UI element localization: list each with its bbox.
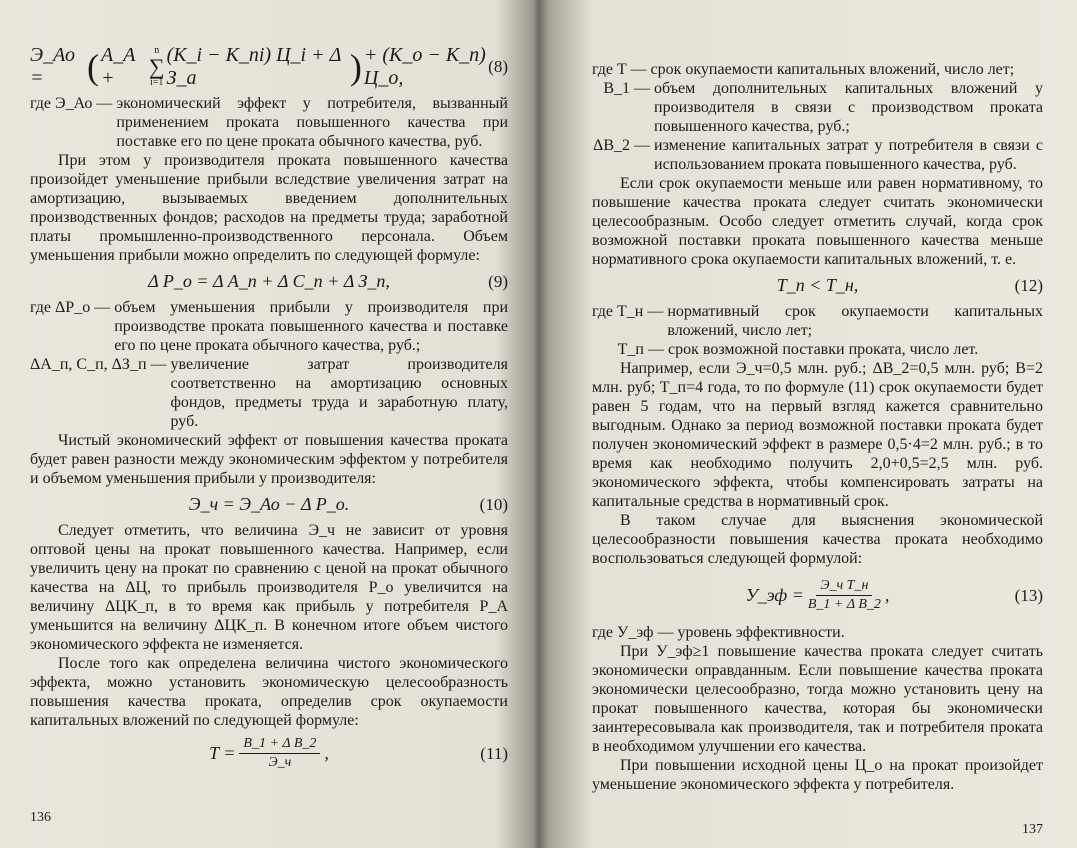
sigma-glyph: ∑ — [148, 54, 165, 79]
where-9b — [30, 355, 508, 431]
eq11-fraction — [239, 736, 320, 771]
where-9b-term: ΔА_п, С_п, ΔЗ_п — — [30, 356, 167, 373]
where-9a-def: объем уменьшения прибыли у производителя при производстве проката повышенного качества и поставке его по цене проката обычного качества, руб.; — [114, 299, 508, 354]
eq8-open: А_А + — [101, 44, 136, 89]
where-13-term: где У_эф — — [592, 624, 674, 641]
eq8-close-paren: ) — [349, 47, 362, 87]
where-12b — [592, 340, 1043, 359]
equation-10 — [30, 494, 508, 515]
paragraph-2: Чистый экономический эффект от повышения качества проката будет равен разности между экономическим эффектом у потребителя и объемом уменьшения прибыли у производителя: — [30, 432, 508, 487]
eq8-tail: + (К_о − К_п) Ц_о, — [363, 44, 486, 89]
equation-12 — [592, 275, 1043, 296]
sum-bottom: i=1 — [150, 77, 164, 88]
where-12a-term: где T_н — — [592, 303, 664, 320]
paragraph-1: При этом у производителя проката повышенного качества произойдет уменьшение прибыли вследствие увеличения затрат на амортизацию, вызываемых введением дополнительных производственных фондов; расходов на предметы труда; заработной платы промышленно-производственного персонала. Объем уменьшения прибыли можно определить по следующей формуле: — [30, 152, 508, 264]
paragraph-r4: При У_эф≥1 повышение качества проката следует считать экономически оправданным. Если повышение качества проката экономически целесообразно, тогда можно установить цену на прокат повышенного качества, которая бы экономически заинтересовывала как производителя, так и потребителя проката в необходимом улучшении его качества. — [592, 643, 1043, 755]
page-number-left: 136 — [30, 810, 51, 825]
where-11b-term: B_1 — — [603, 80, 650, 97]
paragraph-r3: В таком случае для выяснения экономической целесообразности повышения качества проката необходимо воспользоваться следующей формулой: — [592, 512, 1043, 567]
where-11a-def: срок окупаемости капитальных вложений, число лет; — [650, 61, 1015, 78]
equation-11 — [30, 736, 508, 771]
eq11-number: (11) — [480, 743, 508, 763]
where-12a — [592, 302, 1043, 340]
eq8-open-paren: ( — [87, 47, 100, 87]
eq13-fraction — [808, 578, 881, 613]
paragraph-r2: Например, если Э_ч=0,5 млн. руб.; ΔB_2=0,5 млн. руб; B=2 млн. руб; T_п=4 года, то по формуле (11) срок окупаемости будет равен 5 годам, что на первый взгляд кажется сравнительно выгодным. Однако за период возможной поставки проката будет получен экономический эффект в размере 0,5·4=2 млн. руб.; в то время как необходимо получить 2,0+0,5=2,5 млн. руб. экономического эффекта, чтобы компенсировать затраты на капитальные средства в нормативный срок. — [592, 360, 1043, 510]
where-12a-def: нормативный срок окупаемости капитальных вложений, число лет; — [667, 303, 1043, 339]
paragraph-r1: Если срок окупаемости меньше или равен нормативному, то повышение качества проката следует считать экономически целесообразным. Особо следует отметить случай, когда срок возможной поставки проката повышенного качества меньше нормативного срока окупаемости капитальных вложений, т. е. — [592, 175, 1043, 268]
eq13-numerator: Э_ч T_н — [816, 578, 872, 596]
where-8 — [30, 94, 508, 151]
sum-symbol — [149, 46, 165, 88]
where-9a-term: где ΔP_о — — [30, 299, 111, 316]
eq11-numerator: B_1 + Δ B_2 — [239, 736, 320, 754]
where-8-term: где Э_Ао — — [30, 95, 113, 112]
where-9b-def: увеличение затрат производителя соответственно на амортизацию основных фондов, предметы труда и заработную плату, руб. — [170, 356, 508, 430]
page-number-right: 137 — [1022, 822, 1043, 837]
where-8-def: экономический эффект у потребителя, вызванный применением проката повышенного качества при поставке его по цене проката обычного качества, руб. — [116, 95, 508, 150]
paragraph-r5: При повышении исходной цены Ц_о на прокат произойдет уменьшение экономического эффекта у потребителя. — [592, 757, 1043, 793]
eq12-text: T_п < T_н, — [776, 275, 859, 295]
where-12b-def: срок возможной поставки проката, число лет. — [668, 341, 979, 358]
where-9a — [30, 298, 508, 355]
eq9-text: Δ P_о = Δ A_п + Δ C_п + Δ З_п, — [148, 271, 390, 291]
eq8-body: (К_i − К_пi) Ц_i + Δ З_а — [166, 44, 341, 89]
equation-8 — [30, 46, 508, 88]
eq10-number: (10) — [479, 494, 508, 514]
eq13-lhs: У_эф = — [745, 585, 804, 605]
where-13-def: уровень эффективности. — [677, 624, 845, 641]
equation-9 — [30, 271, 508, 292]
eq8-number: (8) — [488, 57, 508, 76]
eq11-lhs: T = — [209, 743, 236, 763]
eq8-lhs: Э_Ао = — [30, 44, 76, 89]
eq12-number: (12) — [1014, 275, 1043, 295]
eq13-tail: , — [884, 585, 890, 605]
left-page — [0, 0, 520, 848]
sum-top: n — [154, 45, 160, 56]
equation-13 — [592, 578, 1043, 613]
eq11-denominator: Э_ч — [268, 755, 292, 770]
where-11c-term: ΔB_2 — — [593, 137, 650, 154]
eq11-tail: , — [324, 743, 329, 763]
where-12b-term: T_п — — [617, 341, 664, 358]
where-11b — [592, 79, 1043, 136]
paragraph-4: После того как определена величина чистого экономического эффекта, можно установить экономическую целесообразность повышения качества проката, определив срок окупаемости капитальных вложений по следующей формуле: — [30, 655, 508, 729]
eq9-number: (9) — [488, 271, 508, 291]
right-page — [548, 0, 1077, 848]
paragraph-3: Следует отметить, что величина Э_ч не зависит от уровня оптовой цены на прокат повышенного качества. Например, если увеличить цену на прокат по сравнению с ценой на прокат обычного качества на ΔЦ, то прибыль производителя P_о увеличится на величину ΔЦК_п, в то время как прибыль у потребителя P_А уменьшится на величину ΔЦК_п. В конечном итоге объем чистого экономического эффекта не изменяется. — [30, 522, 508, 653]
where-11b-def: объем дополнительных капитальных вложений у производителя в связи с производством проката повышенного качества, руб.; — [654, 80, 1043, 135]
where-11c — [592, 136, 1043, 174]
where-11c-def: изменение капитальных затрат у потребителя в связи с использованием проката повышенного качества, руб. — [654, 137, 1043, 173]
eq13-number: (13) — [1014, 585, 1043, 605]
eq13-denominator: B_1 + Δ B_2 — [807, 597, 881, 612]
where-11a — [592, 60, 1043, 79]
where-13 — [592, 623, 1043, 642]
where-11a-term: где T — — [592, 61, 647, 78]
eq10-text: Э_ч = Э_Ао − Δ P_о. — [188, 494, 350, 514]
